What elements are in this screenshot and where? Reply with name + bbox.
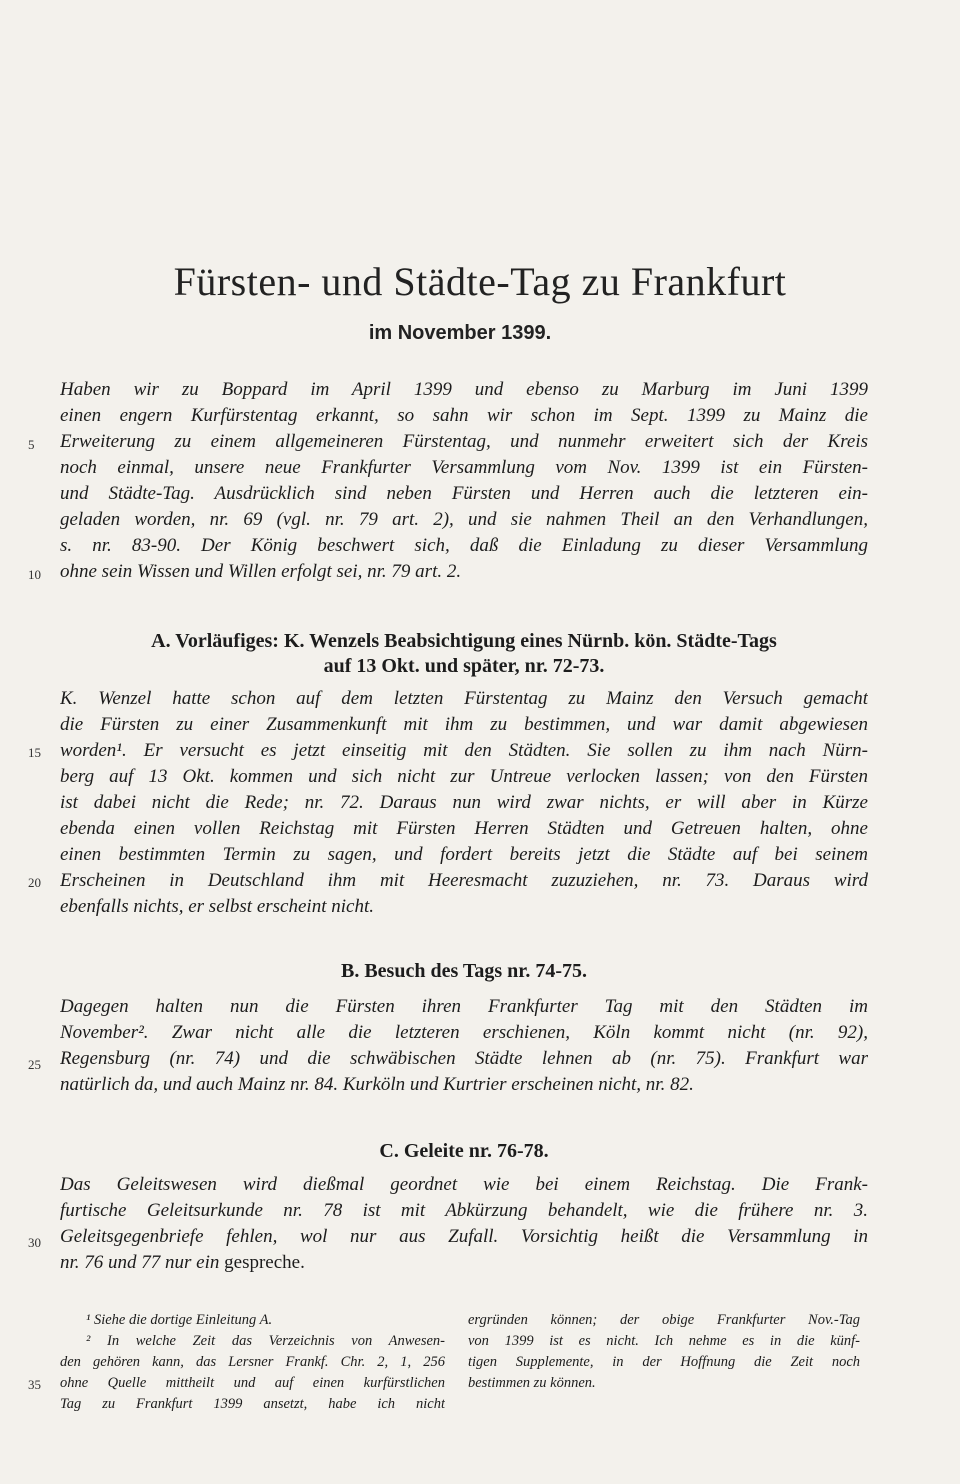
- section-c-paragraph: [60, 1172, 868, 1276]
- line-number: 35: [28, 1377, 41, 1392]
- footnote-line: Tag zu Frankfurt 1399 ansetzt, habe ich nicht: [60, 1396, 445, 1412]
- line-number: 25: [28, 1057, 41, 1072]
- text-line: einen bestimmten Termin zu sagen, und fordert bereits jetzt die Städte auf bei seinem: [60, 844, 868, 865]
- text-line: Erscheinen in Deutschland ihm mit Heeresmacht zuzuziehen, nr. 73. Daraus wird: [60, 870, 868, 891]
- text-line: berg auf 13 Okt. kommen und sich nicht zur Untreue verlocken lassen; von den Fürsten: [60, 766, 868, 787]
- text-span-upright: gespreche.: [224, 1252, 305, 1273]
- page-title: Fürsten- und Städte-Tag zu Frankfurt: [173, 259, 787, 304]
- footnote-line: ergründen können; der obige Frankfurter Nov.-Tag: [468, 1312, 860, 1328]
- footnote-line: von 1399 ist es nicht. Ich nehme es in die künf-: [468, 1333, 860, 1349]
- section-a-heading-line1: A. Vorläufiges: K. Wenzels Beabsichtigung eines Nürnb. kön. Städte-Tags: [151, 630, 777, 652]
- line-number: 30: [28, 1235, 41, 1250]
- footnotes-left-column: [60, 1310, 445, 1415]
- text-line: [60, 1250, 868, 1276]
- footnote-line: den gehören kann, das Lersner Frankf. Chr. 2, 1, 256: [60, 1354, 445, 1370]
- text-line: und Städte-Tag. Ausdrücklich sind neben Fürsten und Herren auch die letzteren ein-: [60, 483, 868, 504]
- text-line: Dagegen halten nun die Fürsten ihren Frankfurter Tag mit den Städten im: [60, 996, 868, 1017]
- footnote-line: bestimmen zu können.: [468, 1375, 596, 1391]
- text-line: worden¹. Er versucht es jetzt einseitig mit den Städten. Sie sollen zu ihm nach Nürn-: [60, 740, 868, 761]
- text-line: die Fürsten zu einer Zusammenkunft mit ihm zu bestimmen, und war damit abgewiesen: [60, 714, 868, 735]
- text-line: noch einmal, unsere neue Frankfurter Versammlung vom Nov. 1399 ist ein Fürsten-: [60, 457, 868, 478]
- text-line: geladen worden, nr. 69 (vgl. nr. 79 art. 2), und sie nahmen Theil an den Verhandlungen,: [60, 509, 868, 530]
- text-line: ohne sein Wissen und Willen erfolgt sei, nr. 79 art. 2.: [60, 561, 462, 582]
- line-number: 5: [28, 437, 35, 452]
- text-line: K. Wenzel hatte schon auf dem letzten Fürstentag zu Mainz den Versuch gemacht: [60, 688, 868, 709]
- text-line: natürlich da, und auch Mainz nr. 84. Kurköln und Kurtrier erscheinen nicht, nr. 82.: [60, 1074, 694, 1095]
- text-line: einen engern Kurfürstentag erkannt, so sahn wir schon im Sept. 1399 zu Mainz die: [60, 405, 868, 426]
- section-b-paragraph: [60, 994, 868, 1098]
- section-a-heading-line2: auf 13 Okt. und später, nr. 72-73.: [323, 655, 605, 677]
- text-line: s. nr. 83-90. Der König beschwert sich, daß die Einladung zu dieser Versammlung: [60, 535, 868, 556]
- text-line: Haben wir zu Boppard im April 1399 und ebenso zu Marburg im Juni 1399: [60, 379, 868, 400]
- footnote-line: ¹ Siehe die dortige Einleitung A.: [86, 1312, 273, 1328]
- line-number: 15: [28, 745, 41, 760]
- text-line: ebenfalls nichts, er selbst erscheint nicht.: [60, 896, 374, 917]
- line-number: 20: [28, 875, 41, 890]
- footnote-line: ² In welche Zeit das Verzeichnis von Anwesen-: [86, 1333, 445, 1349]
- text-line: Geleitsgegenbriefe fehlen, wol nur aus Zufall. Vorsichtig heißt die Versammlung in: [60, 1226, 868, 1247]
- text-line: November². Zwar nicht alle die letzteren erschienen, Köln kommt nicht (nr. 92),: [60, 1022, 868, 1043]
- section-a-paragraph: [60, 686, 868, 920]
- text-line: furtische Geleitsurkunde nr. 78 ist mit Abkürzung behandelt, wie die frühere nr. 3.: [60, 1200, 868, 1221]
- section-c-heading: C. Geleite nr. 76-78.: [379, 1140, 549, 1162]
- text-line: Regensburg (nr. 74) und die schwäbischen Städte lehnen ab (nr. 75). Frankfurt war: [60, 1048, 868, 1069]
- footnote-line: ohne Quelle mittheilt und auf einen kurfürstlichen: [60, 1375, 445, 1391]
- text-line: Erweiterung zu einem allgemeineren Fürstentag, und nunmehr erweitert sich der Kreis: [60, 431, 868, 452]
- line-number: 10: [28, 567, 41, 582]
- footnotes-right-column: [468, 1310, 860, 1394]
- section-b-heading: B. Besuch des Tags nr. 74-75.: [341, 960, 587, 982]
- intro-paragraph: [60, 377, 868, 585]
- text-line: ebenda einen vollen Reichstag mit Fürsten Herren Städten und Getreuen halten, ohne: [60, 818, 868, 839]
- text-line: Das Geleitswesen wird dießmal geordnet wie bei einem Reichstag. Die Frank-: [60, 1174, 868, 1195]
- footnote-line: tigen Supplemente, in der Hoffnung die Zeit noch: [468, 1354, 860, 1370]
- page-subtitle: im November 1399.: [368, 322, 552, 344]
- text-line: ist dabei nicht die Rede; nr. 72. Daraus nun wird zwar nichts, er will aber in Kürze: [60, 792, 868, 813]
- text-span: nr. 76 und 77 nur ein: [60, 1252, 220, 1273]
